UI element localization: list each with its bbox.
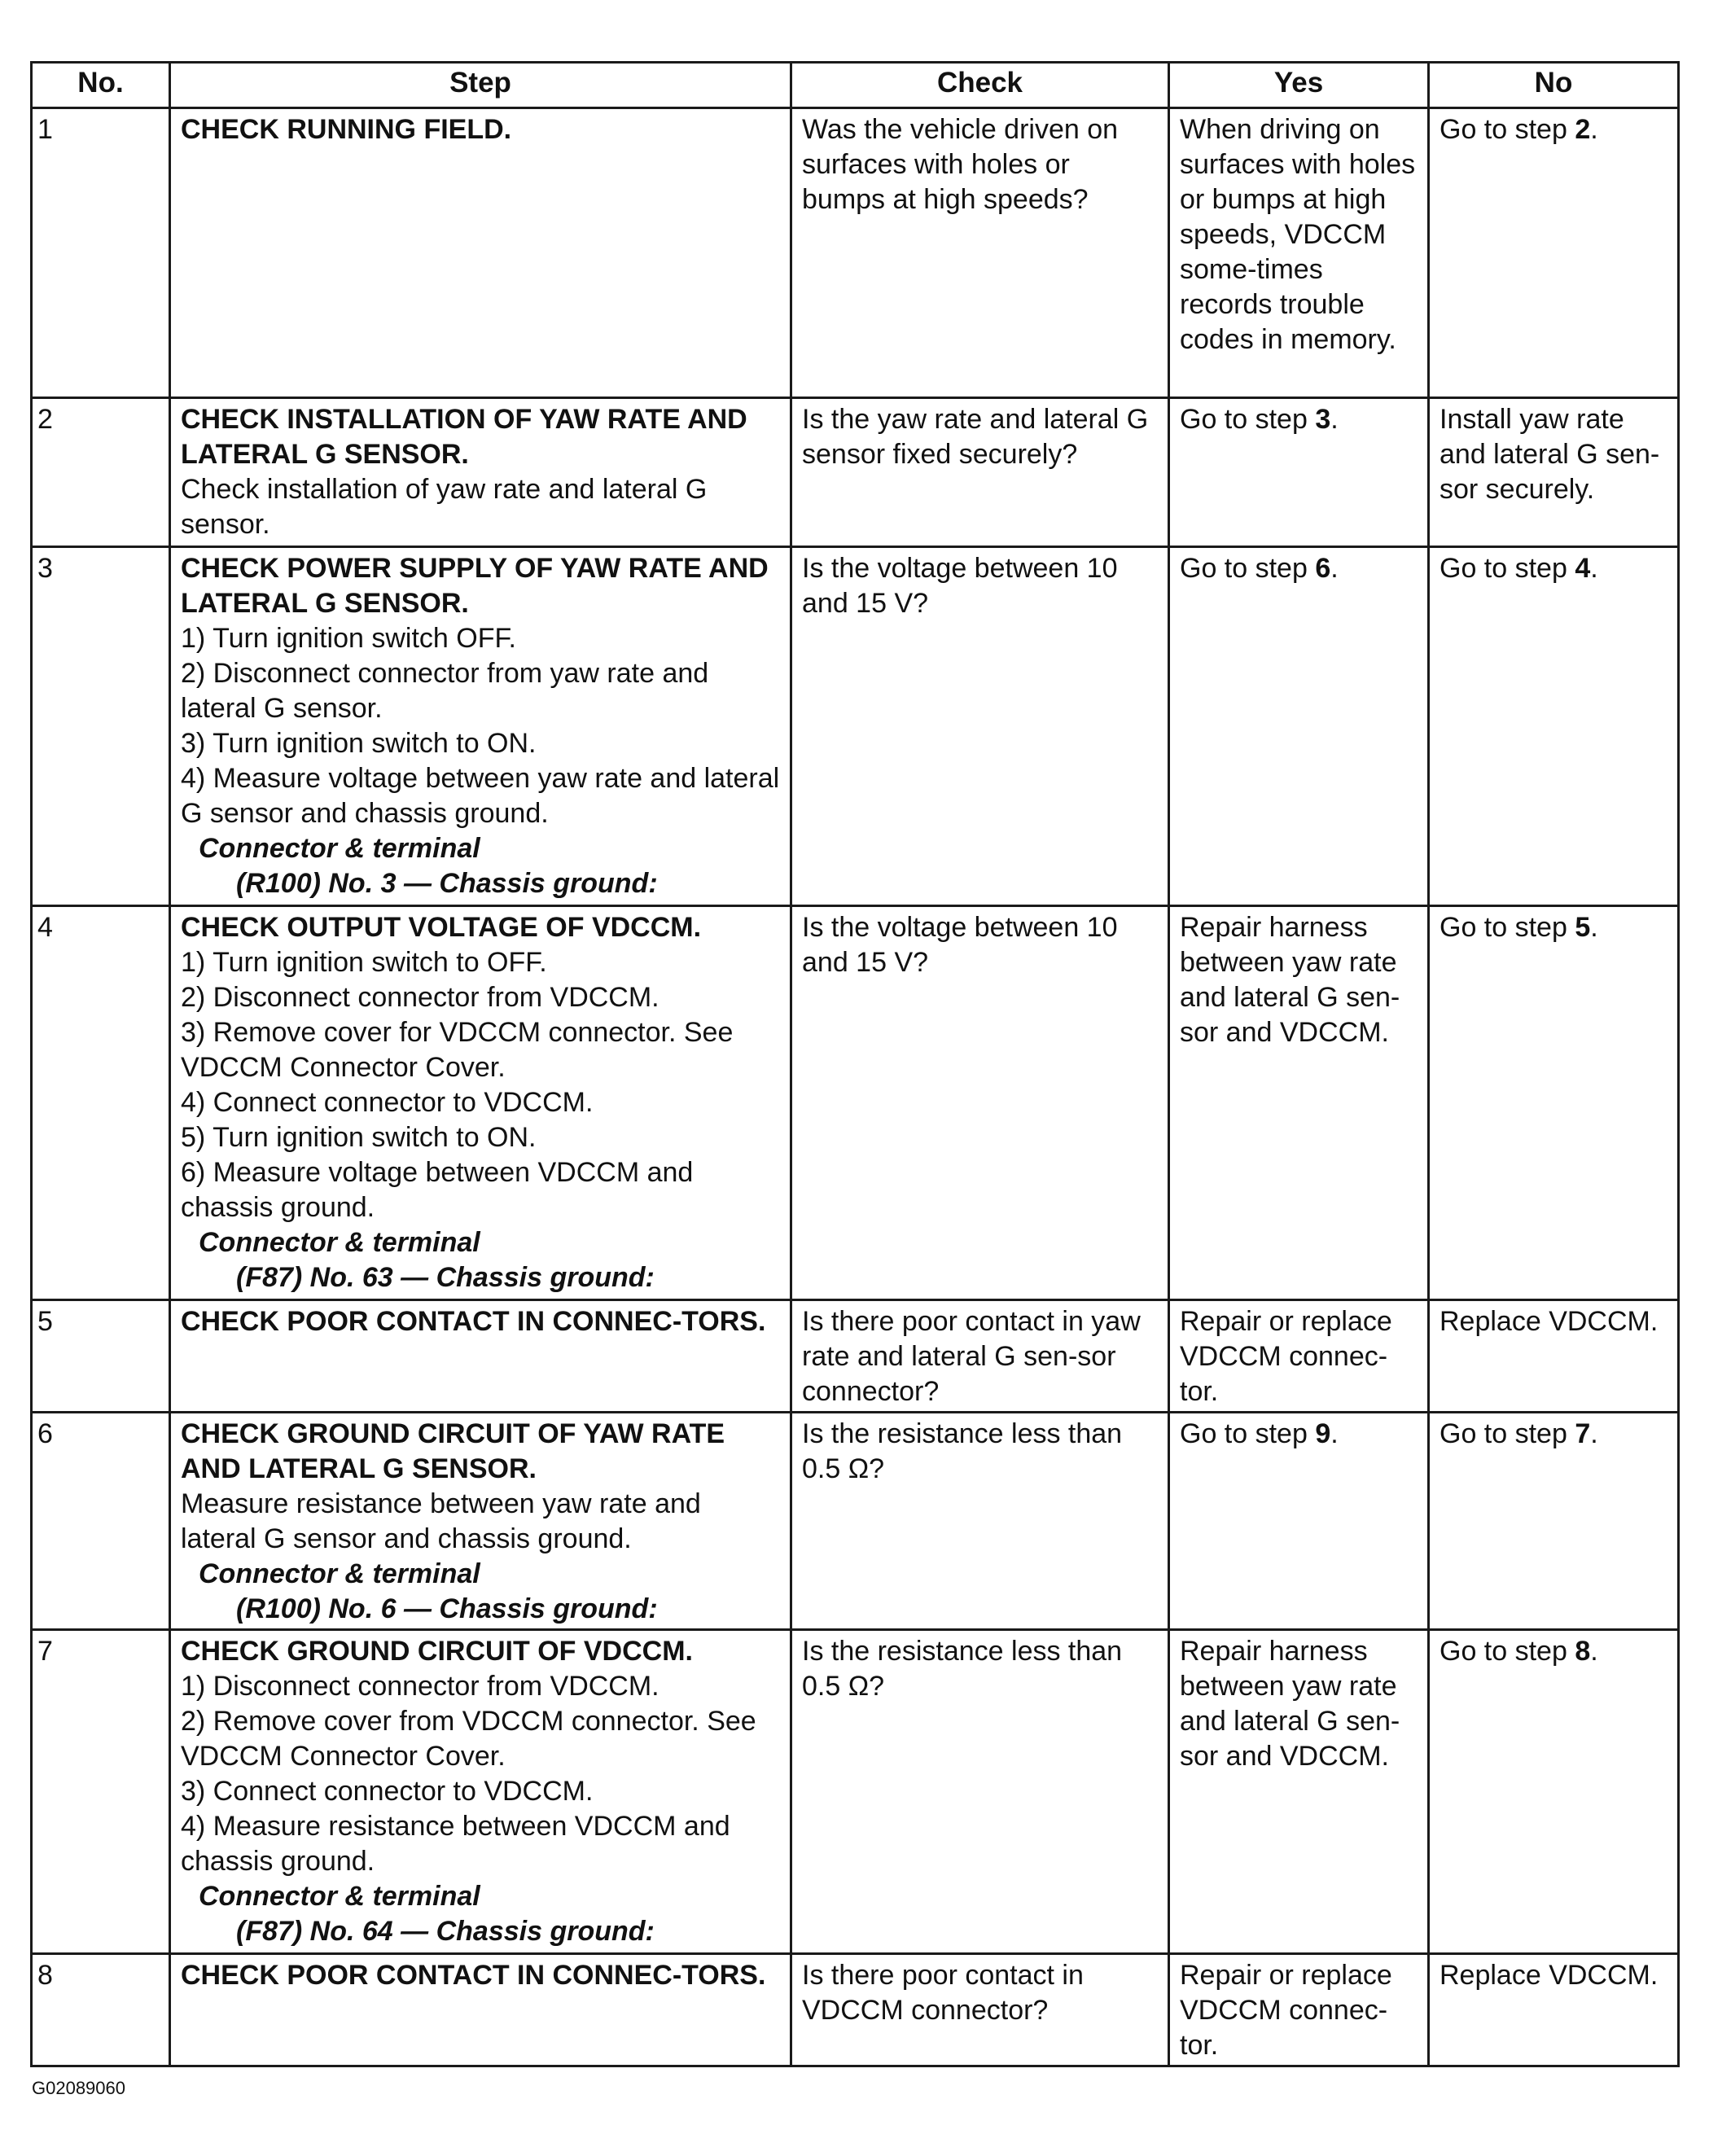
connector-terminal-value: (F87) No. 63 — Chassis ground: [236, 1262, 655, 1293]
no-cell [1429, 906, 1679, 1300]
step-instruction: 1) Turn ignition switch OFF. [181, 623, 516, 654]
no-step-ref: 4 [1575, 553, 1591, 584]
step-cell [170, 1300, 791, 1413]
table-row [32, 398, 1679, 547]
step-instruction: 2) Remove cover from VDCCM connector. See VDCCM Connector Cover. [181, 1706, 756, 1772]
no-suffix: . [1590, 1418, 1598, 1449]
no-cell: Install yaw rate and lateral G sen-sor securely. [1429, 398, 1679, 547]
step-title: CHECK INSTALLATION OF YAW RATE AND LATERAL G SENSOR. [181, 404, 747, 470]
no-cell [1429, 1630, 1679, 1954]
step-instruction: 6) Measure voltage between VDCCM and chassis ground. [181, 1157, 694, 1223]
step-cell [170, 398, 791, 547]
header-step: Step [170, 63, 791, 108]
step-number: 8 [32, 1954, 170, 2066]
yes-cell [1169, 547, 1429, 906]
step-cell [170, 108, 791, 398]
step-title: CHECK OUTPUT VOLTAGE OF VDCCM. [181, 912, 702, 943]
check-cell: Was the vehicle driven on surfaces with holes or bumps at high speeds? [791, 108, 1169, 398]
no-suffix: . [1590, 1636, 1598, 1667]
check-cell: Is there poor contact in yaw rate and lateral G sen-sor connector? [791, 1300, 1169, 1413]
no-cell: Replace VDCCM. [1429, 1300, 1679, 1413]
step-instruction: 3) Turn ignition switch to ON. [181, 728, 537, 759]
step-title: CHECK POOR CONTACT IN CONNEC-TORS. [181, 1306, 766, 1337]
no-prefix: Go to step [1440, 1418, 1575, 1449]
step-title: CHECK GROUND CIRCUIT OF VDCCM. [181, 1636, 693, 1667]
no-cell: Replace VDCCM. [1429, 1954, 1679, 2066]
step-instruction: 5) Turn ignition switch to ON. [181, 1122, 537, 1153]
connector-terminal-value: (R100) No. 3 — Chassis ground: [236, 868, 658, 899]
yes-suffix: . [1330, 553, 1339, 584]
header-no-result: No [1429, 63, 1679, 108]
table-row [32, 1300, 1679, 1413]
table-row [32, 1413, 1679, 1630]
yes-prefix: Go to step [1180, 1418, 1316, 1449]
step-cell [170, 906, 791, 1300]
step-number: 1 [32, 108, 170, 398]
no-prefix: Go to step [1440, 553, 1575, 584]
no-cell [1429, 108, 1679, 398]
no-cell [1429, 1413, 1679, 1630]
step-number: 7 [32, 1630, 170, 1954]
yes-cell: Repair or replace VDCCM connec-tor. [1169, 1300, 1429, 1413]
step-instruction: 3) Remove cover for VDCCM connector. See VDCCM Connector Cover. [181, 1017, 734, 1083]
step-cell [170, 1413, 791, 1630]
no-prefix: Go to step [1440, 912, 1575, 943]
table-row [32, 1630, 1679, 1954]
connector-terminal-label: Connector & terminal [199, 1558, 480, 1589]
no-cell [1429, 547, 1679, 906]
no-step-ref: 5 [1575, 912, 1591, 943]
check-cell: Is the yaw rate and lateral G sensor fixed securely? [791, 398, 1169, 547]
step-instruction: Measure resistance between yaw rate and lateral G sensor and chassis ground. [181, 1488, 701, 1554]
table-row [32, 108, 1679, 398]
check-cell: Is the voltage between 10 and 15 V? [791, 906, 1169, 1300]
step-title: CHECK POOR CONTACT IN CONNEC-TORS. [181, 1960, 766, 1991]
step-title: CHECK POWER SUPPLY OF YAW RATE AND LATERAL G SENSOR. [181, 553, 769, 619]
yes-suffix: . [1330, 1418, 1339, 1449]
no-prefix: Go to step [1440, 114, 1575, 145]
yes-prefix: Go to step [1180, 553, 1316, 584]
step-number: 5 [32, 1300, 170, 1413]
check-cell: Is the resistance less than 0.5 Ω? [791, 1413, 1169, 1630]
step-cell [170, 1630, 791, 1954]
step-instruction: 3) Connect connector to VDCCM. [181, 1776, 594, 1807]
step-instruction: 4) Connect connector to VDCCM. [181, 1087, 594, 1118]
no-prefix: Go to step [1440, 1636, 1575, 1667]
check-cell: Is the voltage between 10 and 15 V? [791, 547, 1169, 906]
table-header-row [32, 63, 1679, 108]
step-number: 4 [32, 906, 170, 1300]
step-instruction: 2) Disconnect connector from VDCCM. [181, 982, 659, 1013]
yes-suffix: . [1330, 404, 1339, 435]
yes-cell: Repair harness between yaw rate and lateral G sen-sor and VDCCM. [1169, 906, 1429, 1300]
connector-terminal-label: Connector & terminal [199, 833, 480, 864]
step-cell [170, 1954, 791, 2066]
no-step-ref: 8 [1575, 1636, 1591, 1667]
table-row [32, 1954, 1679, 2066]
yes-step-ref: 9 [1315, 1418, 1331, 1449]
step-title: CHECK RUNNING FIELD. [181, 114, 512, 145]
step-instruction: Check installation of yaw rate and lateral G sensor. [181, 474, 708, 540]
yes-cell [1169, 398, 1429, 547]
no-suffix: . [1590, 114, 1598, 145]
header-yes: Yes [1169, 63, 1429, 108]
step-cell [170, 547, 791, 906]
yes-prefix: Go to step [1180, 404, 1316, 435]
diagnostic-procedure-table [30, 61, 1680, 2067]
figure-id: G02089060 [32, 2078, 125, 2098]
no-suffix: . [1590, 553, 1598, 584]
check-cell: Is the resistance less than 0.5 Ω? [791, 1630, 1169, 1954]
step-instruction: 1) Disconnect connector from VDCCM. [181, 1671, 659, 1702]
step-instruction: 4) Measure resistance between VDCCM and chassis ground. [181, 1811, 730, 1877]
header-check: Check [791, 63, 1169, 108]
connector-terminal-label: Connector & terminal [199, 1881, 480, 1912]
step-instruction: 1) Turn ignition switch to OFF. [181, 947, 547, 978]
step-instruction: 2) Disconnect connector from yaw rate and lateral G sensor. [181, 658, 709, 724]
no-suffix: . [1590, 912, 1598, 943]
yes-cell: When driving on surfaces with holes or bumps at high speeds, VDCCM some-times records trouble codes in memory. [1169, 108, 1429, 398]
yes-step-ref: 6 [1315, 553, 1331, 584]
table-row [32, 906, 1679, 1300]
header-no: No. [32, 63, 170, 108]
connector-terminal-label: Connector & terminal [199, 1227, 480, 1258]
no-step-ref: 2 [1575, 114, 1591, 145]
no-step-ref: 7 [1575, 1418, 1591, 1449]
check-cell: Is there poor contact in VDCCM connector? [791, 1954, 1169, 2066]
yes-step-ref: 3 [1315, 404, 1331, 435]
step-number: 6 [32, 1413, 170, 1630]
step-number: 2 [32, 398, 170, 547]
step-title: CHECK GROUND CIRCUIT OF YAW RATE AND LATERAL G SENSOR. [181, 1418, 725, 1484]
yes-cell [1169, 1413, 1429, 1630]
connector-terminal-value: (R100) No. 6 — Chassis ground: [236, 1593, 658, 1624]
procedure-table-wrapper [30, 61, 1677, 2067]
connector-terminal-value: (F87) No. 64 — Chassis ground: [236, 1916, 655, 1947]
yes-cell: Repair or replace VDCCM connec-tor. [1169, 1954, 1429, 2066]
table-row [32, 547, 1679, 906]
step-number: 3 [32, 547, 170, 906]
yes-cell: Repair harness between yaw rate and lateral G sen-sor and VDCCM. [1169, 1630, 1429, 1954]
step-instruction: 4) Measure voltage between yaw rate and lateral G sensor and chassis ground. [181, 763, 780, 829]
